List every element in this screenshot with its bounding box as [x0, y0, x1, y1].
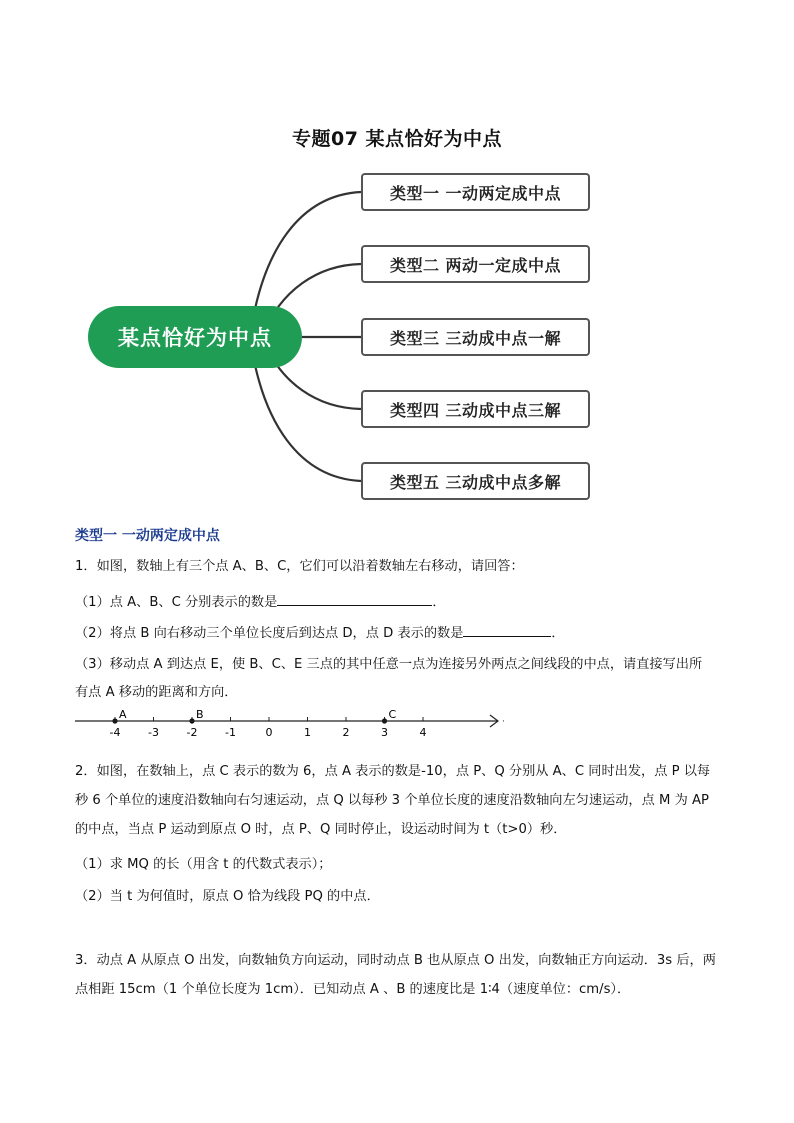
problem2-q1: （1）求 MQ 的长（用含 t 的代数式表示）；: [75, 857, 332, 872]
problem1-stem: 1．如图，数轴上有三个点 A、B、C，它们可以沿着数轴左右移动，请回答：: [75, 559, 524, 574]
number-line-tick-label: -3: [148, 726, 159, 739]
problem3-text: 3．动点 A 从原点 O 出发，向数轴负方向运动，同时动点 B 也从原点 O 出发，向数轴正方向运动．3s 后，两点相距 15cm（1 个单位长度为 1cm）．已知动点 A 、B 的速度比是 1∶4（速度单位：cm/s）．: [75, 953, 716, 997]
mindmap-branch-type1: 类型一 一动两定成中点: [361, 173, 590, 211]
number-line-tick-label: 1: [304, 726, 311, 739]
number-line-tick-label: -1: [225, 726, 236, 739]
mindmap-branch-type4: 类型四 三动成中点三解: [361, 390, 590, 428]
section-heading: 类型一 一动两定成中点: [75, 528, 220, 544]
problem2-q2: （2）当 t 为何值时，原点 O 恰为线段 PQ 的中点．: [75, 889, 380, 904]
number-line-figure: [70, 706, 520, 742]
problem1-q1-end: ．: [432, 595, 446, 610]
number-line-tick-label: 4: [419, 726, 427, 739]
answer-blank-2[interactable]: [463, 622, 551, 637]
problem2-text: 2．如图，在数轴上，点 C 表示的数为 6，点 A 表示的数是-10，点 P、Q 分别从 A、C 同时出发，点 P 以每秒 6 个单位的速度沿数轴向右匀速运动，点 Q 以每秒 3 个单位长度的速度沿数轴向左匀速运动，点 M 为 AP 的中点，当点 P 运动到原点 O 时，点 P、Q 同时停止，设运动时间为 t（t>0）秒．: [75, 764, 711, 837]
number-line-tick-label: 3: [381, 726, 388, 739]
problem1-q2-end: ．: [551, 626, 565, 641]
number-line-arrow-dot: ·: [502, 717, 505, 727]
mindmap-branch-type5: 类型五 三动成中点多解: [361, 462, 590, 500]
page-title: 专题07 某点恰好为中点: [291, 128, 503, 150]
problem1-q3-line1: （3）移动点 A 到达点 E，使 B、C、E 三点的其中任意一点为连接另外两点之间线段的中点，请直接写出所: [75, 657, 703, 672]
mindmap-branch-type2: 类型二 两动一定成中点: [361, 245, 590, 283]
number-line-point-label: C: [388, 708, 397, 721]
mindmap-center-node: 某点恰好为中点: [88, 306, 302, 368]
problem1-q1-text: （1）点 A、B、C 分别表示的数是: [75, 595, 278, 610]
problem1-q2-text: （2）将点 B 向右移动三个单位长度后到达点 D，点 D 表示的数是: [75, 626, 464, 641]
number-line-tick-label: -4: [109, 726, 121, 739]
mindmap-branch-type3: 类型三 三动成中点一解: [361, 318, 590, 356]
problem1-q3-line2: 有点 A 移动的距离和方向．: [75, 685, 238, 700]
problem1-q2: [75, 622, 565, 643]
answer-blank-1[interactable]: [277, 591, 432, 606]
number-line-point-label: A: [119, 708, 127, 721]
number-line-tick-label: -2: [186, 726, 198, 739]
problem1-q1: [75, 591, 446, 612]
number-line-point-label: B: [196, 708, 204, 721]
number-line-tick-label: 0: [265, 726, 273, 739]
number-line-tick-label: 2: [342, 726, 350, 739]
